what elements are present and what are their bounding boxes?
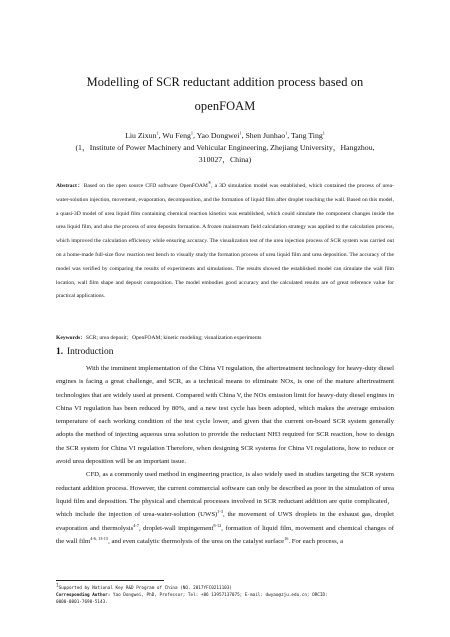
abstract-text-part-1: Based on the open source CFD software OpenFOAM <box>83 183 208 189</box>
abstract-text-part-2: , a 3D simulation model was established, which contained the process of urea-water-solution injection, movement, evaporation, decomposition, and the formation of liquid film after droplet touching the wall. Based on this model, a quasi-3D model of urea liquid film containing chemical reaction kinetics was established, which could simulate the component changes inside the urea liquid film, and also the process of urea deposits formation. A frozen mainstream field calculation strategy was applied to the calculation process, which improved the calculation efficiency while ensuring accuracy. The visualization test of the urea injection process of SCR system was carried out on a home-made full-size flow reaction test bench to visually study the formation process of urea liquid film and urea deposition. The accuracy of the model was verified by comparing the results of experiments and simulations. The results showed the established model can simulate the wall film location, wall film shape and deposit composition. The model embodies good accuracy and the calculated results are of great reference value for practical applications. <box>56 183 394 300</box>
citation: 16 <box>284 535 289 541</box>
footnote <box>56 585 394 606</box>
author-1: Liu Zixun <box>125 131 157 140</box>
footnote-author: Corresponding Author: Yao Dongwei, PhD, Professor; Tel: +86 13957137075; E-mail: dwyao@zju.edu.cn; ORCID: <box>56 593 328 598</box>
author-list: Liu Zixun$^1$, Wu Feng$^1$, Yao Dongwei$^1$, Shen Junhao$^1$, Tang Ting$^1$ <box>125 130 325 140</box>
affiliation <box>56 142 394 166</box>
keywords-text: SCR; urea deposit；OpenFOAM; kinetic modeling; visualization experiments <box>85 335 262 341</box>
section-title: Introduction <box>67 347 114 357</box>
paper-title <box>40 70 410 118</box>
corresponding-author-label: Corresponding Author: <box>56 593 111 598</box>
abstract <box>56 180 394 304</box>
affiliation-line-1: (1，Institute of Power Machinery and Vehicular Engineering, Zhejiang University，Hangzhou, <box>75 143 375 152</box>
citation: 4-7 <box>133 522 139 528</box>
author-4: Shen Junhao <box>245 131 286 140</box>
keywords <box>56 334 394 343</box>
footnote-divider <box>56 580 164 581</box>
keywords-label: Keywords： <box>56 335 86 341</box>
title-line-2: openFOAM <box>194 99 256 113</box>
citation: 8-12 <box>213 522 222 528</box>
title-line-1: Modelling of SCR reductant addition process based on <box>86 75 364 89</box>
section-number: 1. <box>56 347 64 357</box>
registered-mark: ® <box>207 180 212 186</box>
section-heading <box>56 346 394 358</box>
body-text <box>56 362 394 548</box>
author-3: Yao Dongwei <box>196 131 240 140</box>
author-2: Wu Feng <box>162 131 191 140</box>
footnote-funding: $^1$Supported by National Key R&D Program of China (NO. 2017YFC0211103) <box>56 583 232 591</box>
footnote-mark: 1 <box>56 583 59 589</box>
citation: 1-3 <box>217 509 224 515</box>
paragraph-1: With the imminent implementation of the China VI regulation, the aftertreatment technology for heavy-duty diesel engines is facing a great challenge, and SCR, as a technical means to eliminate NOx, is one of the mature aftertreatment technologies that are widely used at present. Compared with China V, the NOx emission limit for heavy-duty diesel engines in China VI regulation has been reduced by 80%, and a new test cycle has been adopted, which makes the average emission temperature of each working condition of the test cycle lower, and given that the current on-board SCR system generally adopts the method of injecting aqueous urea solution to provide the reductant NH3 required for SCR reaction, how to design the SCR system for China VI regulation Therefore, when designing SCR systems for China VI regulations, how to reduce or avoid urea deposition will be an important issue. <box>56 365 394 466</box>
paragraph-2: CFD, as a commonly used method in engineering practice, is also widely used in studies targeting the SCR system reductant addition process. However, the current commercial software can only be described as poor in the simulation of urea liquid film and deposition. The physical and chemical processes involved in SCR reductant addition are quite complicated，which include the injection of urea-water-solution (UWS)$^{1-3}$, the movement of UWS droplets in the exhaust gas, droplet evaporation and thermolysis$^{4-7}$, droplet-wall impingement$^{8-12}$, formation of liquid film, movement and chemical changes of the wall film$^{4-6, 13-15}$, and even catalytic thermolysis of the urea on the catalyst surface$^{16}$. For each process, a <box>56 471 394 545</box>
footnote-orcid: 0000-0001-7698-5143. <box>56 600 108 605</box>
abstract-label: Abstract： <box>56 183 84 189</box>
author-1-affil-mark: 1 <box>156 130 159 136</box>
citation: 4-6, 13-15 <box>90 535 109 541</box>
affiliation-line-2: 310027，China) <box>198 155 252 164</box>
author-5: Tang Ting <box>291 131 323 140</box>
